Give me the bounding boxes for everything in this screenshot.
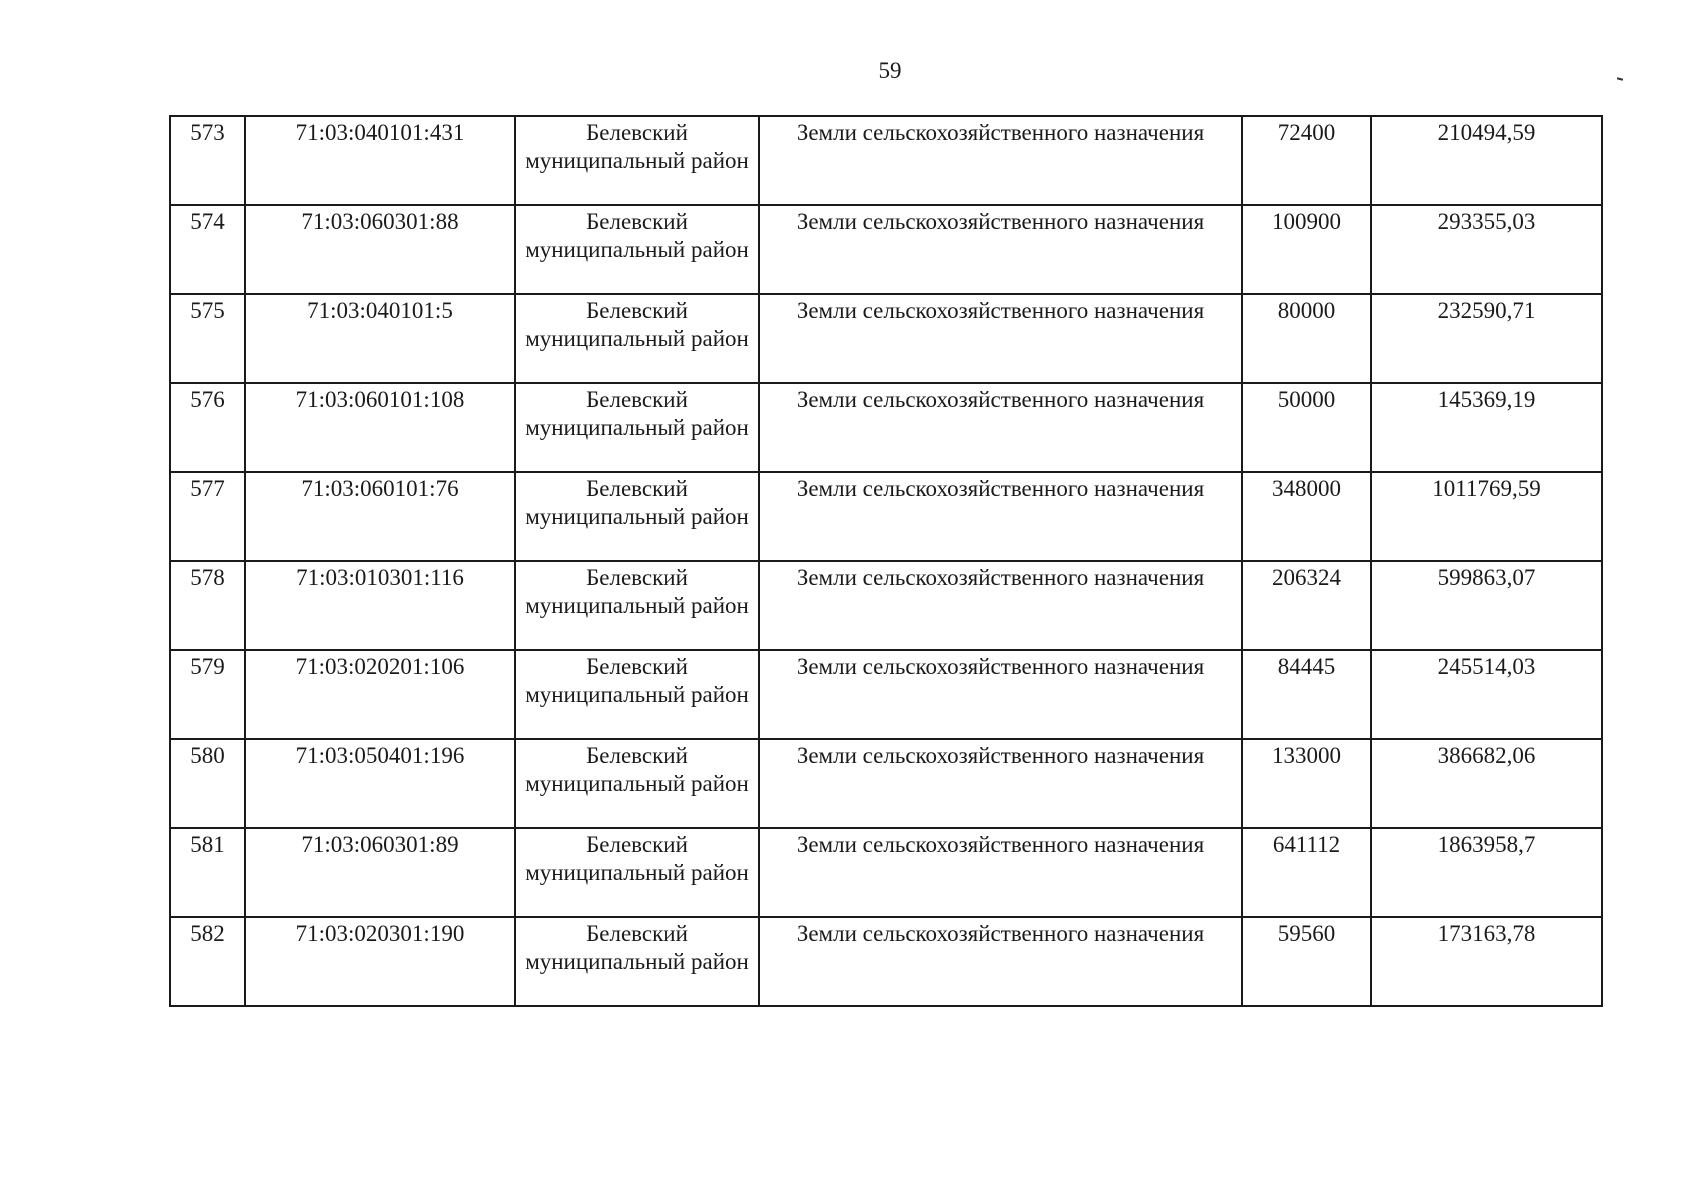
area-cell: 348000 — [1242, 472, 1371, 561]
table-row — [170, 116, 1602, 205]
district-cell: Белевский муниципальный район — [515, 561, 759, 650]
cadastral-number-cell: 71:03:040101:431 — [245, 116, 515, 205]
cadastral-number-cell: 71:03:020201:106 — [245, 650, 515, 739]
row-number-cell: 580 — [170, 739, 245, 828]
area-cell: 80000 — [1242, 294, 1371, 383]
district-cell: Белевский муниципальный район — [515, 917, 759, 1006]
row-number-cell: 574 — [170, 205, 245, 294]
cadastral-number-cell: 71:03:060301:89 — [245, 828, 515, 917]
table-row — [170, 383, 1602, 472]
area-cell: 206324 — [1242, 561, 1371, 650]
row-number-cell: 576 — [170, 383, 245, 472]
table-row — [170, 561, 1602, 650]
cadastral-number-cell: 71:03:040101:5 — [245, 294, 515, 383]
area-cell: 59560 — [1242, 917, 1371, 1006]
district-cell: Белевский муниципальный район — [515, 828, 759, 917]
area-cell: 72400 — [1242, 116, 1371, 205]
land-category-cell: Земли сельскохозяйственного назначения — [759, 561, 1242, 650]
cadastral-number-cell: 71:03:060301:88 — [245, 205, 515, 294]
district-cell: Белевский муниципальный район — [515, 116, 759, 205]
area-cell: 133000 — [1242, 739, 1371, 828]
cost-cell: 1011769,59 — [1371, 472, 1602, 561]
cadastral-number-cell: 71:03:020301:190 — [245, 917, 515, 1006]
cost-cell: 210494,59 — [1371, 116, 1602, 205]
row-number-cell: 578 — [170, 561, 245, 650]
land-category-cell: Земли сельскохозяйственного назначения — [759, 650, 1242, 739]
district-cell: Белевский муниципальный район — [515, 294, 759, 383]
cadastral-number-cell: 71:03:060101:108 — [245, 383, 515, 472]
cost-cell: 173163,78 — [1371, 917, 1602, 1006]
land-category-cell: Земли сельскохозяйственного назначения — [759, 739, 1242, 828]
cadastral-number-cell: 71:03:010301:116 — [245, 561, 515, 650]
row-number-cell: 579 — [170, 650, 245, 739]
land-category-cell: Земли сельскохозяйственного назначения — [759, 205, 1242, 294]
cost-cell: 599863,07 — [1371, 561, 1602, 650]
land-category-cell: Земли сельскохозяйственного назначения — [759, 116, 1242, 205]
table-row — [170, 917, 1602, 1006]
land-category-cell: Земли сельскохозяйственного назначения — [759, 828, 1242, 917]
row-number-cell: 581 — [170, 828, 245, 917]
district-cell: Белевский муниципальный район — [515, 383, 759, 472]
table-row — [170, 472, 1602, 561]
table-row — [170, 650, 1602, 739]
cost-cell: 232590,71 — [1371, 294, 1602, 383]
table-row — [170, 205, 1602, 294]
page-number: 59 — [878, 58, 902, 83]
district-cell: Белевский муниципальный район — [515, 739, 759, 828]
district-cell: Белевский муниципальный район — [515, 650, 759, 739]
table-body — [170, 116, 1602, 1006]
row-number-cell: 575 — [170, 294, 245, 383]
row-number-cell: 577 — [170, 472, 245, 561]
table-row — [170, 739, 1602, 828]
cost-cell: 145369,19 — [1371, 383, 1602, 472]
district-cell: Белевский муниципальный район — [515, 205, 759, 294]
land-category-cell: Земли сельскохозяйственного назначения — [759, 472, 1242, 561]
land-category-cell: Земли сельскохозяйственного назначения — [759, 917, 1242, 1006]
row-number-cell: 573 — [170, 116, 245, 205]
cadastral-number-cell: 71:03:050401:196 — [245, 739, 515, 828]
district-cell: Белевский муниципальный район — [515, 472, 759, 561]
land-plots-table — [169, 115, 1603, 1007]
area-cell: 641112 — [1242, 828, 1371, 917]
area-cell: 50000 — [1242, 383, 1371, 472]
table-row — [170, 294, 1602, 383]
cost-cell: 386682,06 — [1371, 739, 1602, 828]
cost-cell: 245514,03 — [1371, 650, 1602, 739]
cost-cell: 1863958,7 — [1371, 828, 1602, 917]
land-category-cell: Земли сельскохозяйственного назначения — [759, 383, 1242, 472]
area-cell: 84445 — [1242, 650, 1371, 739]
land-category-cell: Земли сельскохозяйственного назначения — [759, 294, 1242, 383]
cost-cell: 293355,03 — [1371, 205, 1602, 294]
row-number-cell: 582 — [170, 917, 245, 1006]
table-row — [170, 828, 1602, 917]
cadastral-number-cell: 71:03:060101:76 — [245, 472, 515, 561]
area-cell: 100900 — [1242, 205, 1371, 294]
